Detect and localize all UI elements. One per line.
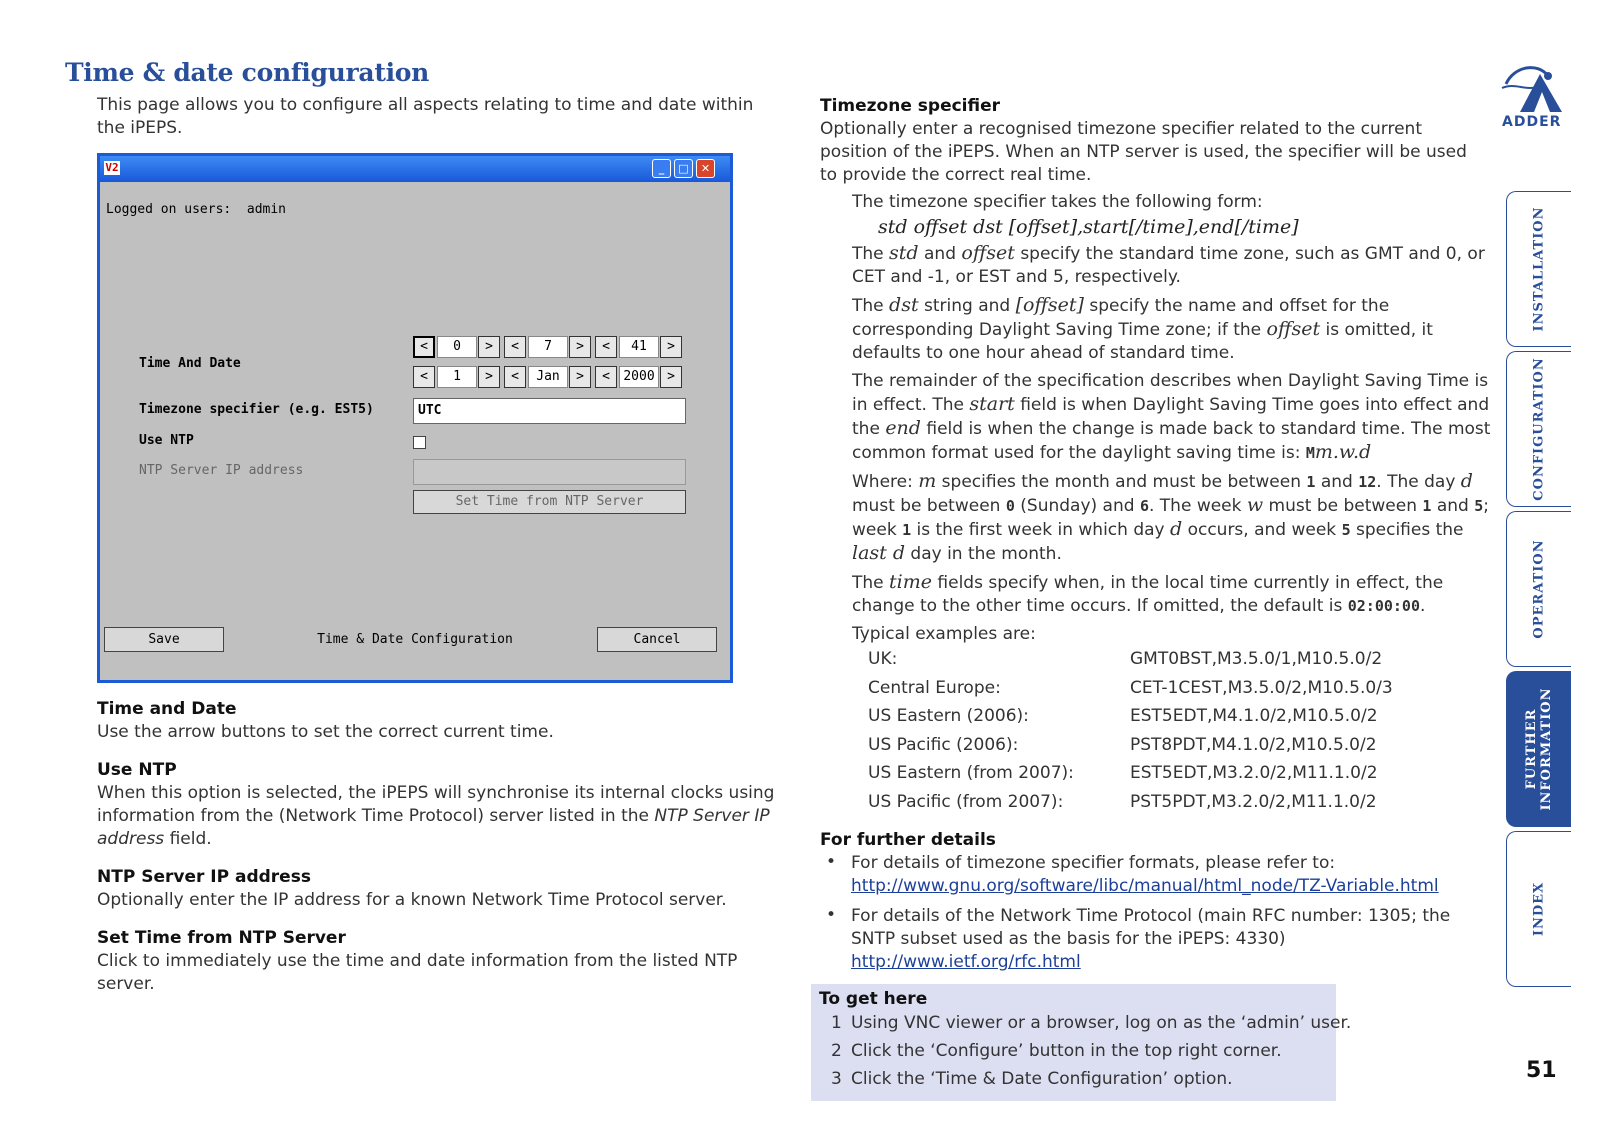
time-paragraph: The time fields specify when, in the local time currently in effect, the change to the other time occurs. If omitted, the default is 02:00:00. bbox=[852, 571, 1444, 616]
hour-next-button[interactable]: > bbox=[478, 336, 500, 358]
tab-further-information[interactable]: FURTHER INFORMATION bbox=[1506, 671, 1571, 827]
example-spec: CET-1CEST,M3.5.0/2,M10.5.0/3 bbox=[1130, 677, 1393, 698]
hour-prev-button[interactable]: < bbox=[413, 336, 435, 358]
adder-logo bbox=[1496, 62, 1576, 132]
month-value: Jan bbox=[528, 366, 568, 388]
right-column bbox=[820, 95, 1491, 646]
left-descriptions bbox=[97, 698, 777, 996]
minimize-icon[interactable]: _ bbox=[652, 159, 671, 178]
example-spec: EST5EDT,M3.2.0/2,M11.1.0/2 bbox=[1130, 763, 1378, 783]
form-intro: The timezone specifier takes the following form: bbox=[852, 192, 1263, 212]
timezone-text: Optionally enter a recognised timezone specifier related to the current position of the iPEPS. When an NTP server is used, the specifier will be used to provide the correct real time. bbox=[820, 119, 1467, 185]
year-value: 2000 bbox=[619, 366, 659, 388]
example-region: US Pacific (2006): bbox=[868, 734, 1019, 755]
further-details bbox=[820, 829, 1480, 852]
save-button[interactable]: Save bbox=[104, 627, 224, 652]
step-number: 3 bbox=[831, 1069, 842, 1089]
use-ntp-checkbox[interactable] bbox=[413, 436, 426, 449]
second-prev-button[interactable]: < bbox=[595, 336, 617, 358]
config-window bbox=[97, 153, 733, 683]
ntp-ip-text: Optionally enter the IP address for a known Network Time Protocol server. bbox=[97, 890, 727, 910]
std-paragraph: The std and offset specify the standard time zone, such as GMT and 0, or CET and -1, or EST and 5, respectively. bbox=[852, 242, 1485, 287]
day-next-button[interactable]: > bbox=[478, 366, 500, 388]
ntp-ip-label: NTP Server IP address bbox=[139, 463, 304, 478]
step-text: Using VNC viewer or a browser, log on as the ‘admin’ user. bbox=[851, 1013, 1352, 1033]
tab-index[interactable]: INDEX bbox=[1506, 831, 1571, 987]
hour-value: 0 bbox=[437, 336, 477, 358]
bullet-dot-icon: • bbox=[826, 905, 837, 925]
window-titlebar bbox=[100, 156, 730, 182]
page-number: 51 bbox=[1526, 1058, 1557, 1083]
year-prev-button[interactable]: < bbox=[595, 366, 617, 388]
time-and-date-label: Time And Date bbox=[139, 356, 241, 371]
ietf-rfc-link[interactable]: http://www.ietf.org/rfc.html bbox=[851, 952, 1081, 972]
intro-text: This page allows you to configure all aspects relating to time and date within the iPEPS. bbox=[97, 95, 754, 138]
day-value: 1 bbox=[437, 366, 477, 388]
ntp-ip-heading: NTP Server IP address bbox=[97, 867, 311, 887]
further-heading: For further details bbox=[820, 830, 996, 850]
month-prev-button[interactable]: < bbox=[504, 366, 526, 388]
time-date-heading: Time and Date bbox=[97, 699, 237, 719]
bullet-1-text: For details of timezone specifier formats, please refer to: bbox=[851, 853, 1336, 873]
example-spec: GMT0BST,M3.5.0/1,M10.5.0/2 bbox=[1130, 649, 1383, 669]
logged-on-users: Logged on users: admin bbox=[106, 202, 287, 217]
use-ntp-text: When this option is selected, the iPEPS will synchronise its internal clocks using information from the (Network Time Protocol) server listed in the NTP Server IP address field. bbox=[97, 783, 775, 849]
examples-intro: Typical examples are: bbox=[852, 624, 1036, 644]
example-spec: EST5EDT,M4.1.0/2,M10.5.0/2 bbox=[1130, 706, 1378, 726]
tab-installation[interactable]: INSTALLATION bbox=[1506, 191, 1571, 347]
bullet-dot-icon: • bbox=[826, 852, 837, 872]
tab-configuration[interactable]: CONFIGURATION bbox=[1506, 351, 1571, 507]
year-next-button[interactable]: > bbox=[660, 366, 682, 388]
adder-logo-text: ADDER bbox=[1502, 114, 1562, 130]
day-prev-button[interactable]: < bbox=[413, 366, 435, 388]
second-value: 41 bbox=[619, 336, 659, 358]
example-region: US Eastern (from 2007): bbox=[868, 763, 1074, 783]
form-syntax: std offset dst [offset],start[/time],end[/time] bbox=[878, 216, 1299, 238]
example-region: US Eastern (2006): bbox=[868, 706, 1029, 726]
second-next-button[interactable]: > bbox=[660, 336, 682, 358]
example-spec: PST5PDT,M3.2.0/2,M11.1.0/2 bbox=[1130, 791, 1377, 812]
window-footer-title: Time & Date Configuration bbox=[317, 632, 513, 647]
step-number: 1 bbox=[831, 1013, 842, 1033]
bullet-1 bbox=[851, 852, 1491, 898]
remainder-paragraph: The remainder of the specification describes when Daylight Saving Time is in effect. The start field is when Daylight Saving Time goes into effect and the end field is when the change is made back to standard time. The most common format used for the daylight saving time is: Mm.w.d bbox=[852, 371, 1491, 463]
use-ntp-label: Use NTP bbox=[139, 433, 194, 448]
minute-prev-button[interactable]: < bbox=[504, 336, 526, 358]
bullet-2-text: For details of the Network Time Protocol (main RFC number: 1305; the SNTP subset used as the basis for the iPEPS: 4330) bbox=[851, 906, 1451, 949]
vnc-logo-icon: V2 bbox=[105, 161, 119, 174]
timezone-heading: Timezone specifier bbox=[820, 96, 1001, 116]
adder-snake-icon bbox=[1496, 62, 1576, 114]
cancel-button[interactable]: Cancel bbox=[597, 627, 717, 652]
timezone-input[interactable]: UTC bbox=[413, 398, 686, 424]
time-date-text: Use the arrow buttons to set the correct current time. bbox=[97, 722, 554, 742]
step-text: Click the ‘Configure’ button in the top right corner. bbox=[851, 1041, 1282, 1061]
dst-paragraph: The dst string and [offset] specify the name and offset for the corresponding Daylight Saving Time zone; if the offset is omitted, it defaults to one hour ahead of standard time. bbox=[852, 294, 1433, 363]
step-number: 2 bbox=[831, 1041, 842, 1061]
example-region: US Pacific (from 2007): bbox=[868, 791, 1064, 812]
close-icon[interactable]: ✕ bbox=[696, 159, 715, 178]
get-here-box bbox=[811, 984, 1352, 1101]
step-text: Click the ‘Time & Date Configuration’ option. bbox=[851, 1069, 1233, 1089]
page-title: Time & date configuration bbox=[65, 58, 430, 87]
example-region: Central Europe: bbox=[868, 677, 1001, 698]
timezone-label: Timezone specifier (e.g. EST5) bbox=[139, 402, 374, 417]
ntp-ip-input[interactable] bbox=[413, 459, 686, 485]
minute-next-button[interactable]: > bbox=[569, 336, 591, 358]
set-time-heading: Set Time from NTP Server bbox=[97, 928, 346, 948]
example-region: UK: bbox=[868, 649, 898, 669]
gnu-tz-link[interactable]: http://www.gnu.org/software/libc/manual/html_node/TZ-Variable.html bbox=[851, 876, 1439, 896]
example-spec: PST8PDT,M4.1.0/2,M10.5.0/2 bbox=[1130, 734, 1377, 755]
where-paragraph: Where: m specifies the month and must be between 1 and 12. The day d must be between 0 (Sunday) and 6. The week w must be between 1 and 5; week 1 is the first week in which day d occurs, and week 5 specifies the last d day in the month. bbox=[852, 470, 1489, 564]
maximize-icon[interactable]: □ bbox=[674, 159, 693, 178]
set-time-ntp-button[interactable]: Set Time from NTP Server bbox=[413, 490, 686, 514]
use-ntp-heading: Use NTP bbox=[97, 760, 177, 780]
get-here-heading: To get here bbox=[819, 989, 928, 1009]
month-next-button[interactable]: > bbox=[569, 366, 591, 388]
bullet-2 bbox=[851, 905, 1491, 974]
set-time-text: Click to immediately use the time and date information from the listed NTP server. bbox=[97, 951, 738, 994]
tab-operation[interactable]: OPERATION bbox=[1506, 511, 1571, 667]
minute-value: 7 bbox=[528, 336, 568, 358]
